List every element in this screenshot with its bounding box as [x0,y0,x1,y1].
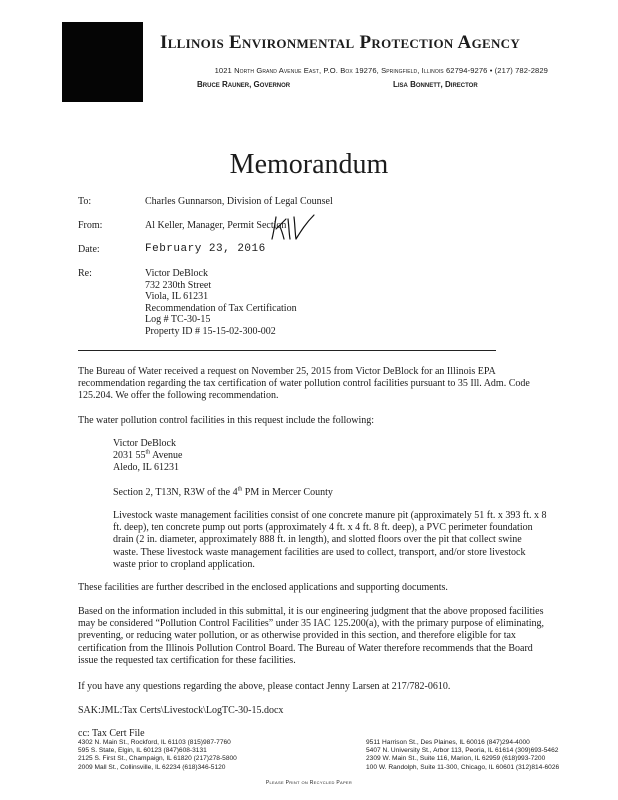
to-value: Charles Gunnarson, Division of Legal Counsel [145,196,333,207]
re-block [145,268,297,338]
from-value: Al Keller, Manager, Permit Section [145,220,287,231]
agency-logo [62,22,143,102]
re-line: Viola, IL 61231 [145,291,209,303]
footer-office: 4302 N. Main St., Rockford, IL 61103 (815)987-7760 [78,739,231,746]
date-value: February 23, 2016 [145,243,266,255]
facility-city: Aledo, IL 61231 [113,462,180,474]
governor-line: Bruce Rauner, Governor [197,80,291,89]
facility-address [113,438,553,475]
cc-line: cc: Tax Cert File [78,728,145,739]
re-line: Log # TC-30-15 [145,314,211,326]
agency-address: 1021 North Grand Avenue East, P.O. Box 19276, Springfield, Illinois 62794-9276 • (217) 782-2829 [214,66,548,75]
footer-office: 5407 N. University St., Arbor 113, Peoria, IL 61614 (309)693-5462 [366,747,559,755]
facility-street: 2031 55th Avenue [113,449,183,462]
re-label: Re: [78,268,92,279]
engineering-judgment: Based on the information included in this submittal, it is our engineering judgment that the above proposed facilities may be considered “Pollution Control Facilities” under 35 IAC 125.200(a), with the primary purpose of eliminating, preventing, or reducing water pollution, or as otherwise provided in this section, and therefore eligible for tax certification from the Illinois Pollution Control Board. The Bureau of Water therefore recommends that the Board issue the requested tax certification for these facilities. [78,606,545,666]
re-line: Property ID # 15-15-02-300-002 [145,325,276,337]
from-label: From: [78,220,103,231]
footer-office: 2309 W. Main St., Suite 116, Marion, IL 62959 (618)993-7200 [366,755,546,763]
footer-office: 2009 Mall St., Collinsville, IL 62234 (618)346-5120 [78,763,226,771]
recycled-paper-note: Please Print on Recycled Paper [265,780,353,786]
contact-paragraph: If you have any questions regarding the above, please contact Jenny Larsen at 217/782-0610. [78,681,451,692]
header-divider [78,350,496,351]
signature-mark [266,213,318,243]
file-reference: SAK:JML:Tax Certs\Livestock\LogTC-30-15.docx [78,705,284,716]
footer-offices-right [366,739,559,772]
facility-name: Victor DeBlock [113,438,176,449]
livestock-description: Livestock waste management facilities consist of one concrete manure pit (approximately 51 ft. x 393 ft. x 8 ft. deep), ten concrete pump out ports (approximately 4 ft. x 4 ft. 8 ft. deep), a PVC perimeter foundation drain (2 in. diameter, approximately 888 ft. in length), and slotted floors over the pit that collect swine waste. These livestock waste management facilities are used to collect, transport, and/or store livestock waste prior to cropland application. [113,510,547,570]
agency-name: Illinois Environmental Protection Agency [160,32,521,53]
footer-offices-left [78,739,237,772]
re-line: Recommendation of Tax Certification [145,302,297,314]
further-described: These facilities are further described in the enclosed applications and supporting documents. [78,582,448,593]
re-line: 732 230th Street [145,279,212,291]
director-line: Lisa Bonnett, Director [393,80,478,89]
footer-office: 100 W. Randolph, Suite 11-300, Chicago, IL 60601 (312)814-6026 [366,763,560,771]
re-line: Victor DeBlock [145,268,208,279]
footer-office: 9511 Harrison St., Des Plaines, IL 60016 (847)294-4000 [366,739,530,746]
to-label: To: [78,196,92,207]
date-label: Date: [78,244,100,255]
section-location: Section 2, T13N, R3W of the 4th PM in Mercer County [113,486,333,498]
facilities-intro: The water pollution control facilities in this request include the following: [78,415,375,426]
intro-paragraph: The Bureau of Water received a request on November 25, 2015 from Victor DeBlock for an Illinois EPA recommendation regarding the tax certification of water pollution control facilities pursuant to 35 Ill. Adm. Code 125.204. We offer the following recommendation. [78,366,530,402]
footer-office: 595 S. State, Elgin, IL 60123 (847)608-3131 [78,747,207,755]
footer-office: 2125 S. First St., Champaign, IL 61820 (217)278-5800 [78,755,237,763]
memo-title: Memorandum [229,149,389,180]
